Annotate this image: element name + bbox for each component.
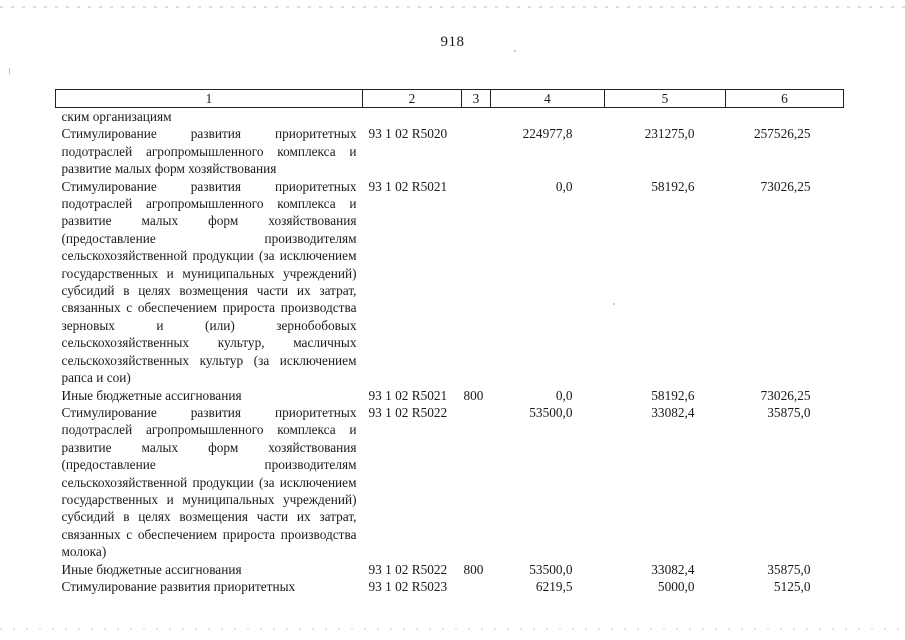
row-value-6 xyxy=(726,108,844,126)
header-col-3: 3 xyxy=(462,90,491,108)
scan-speck xyxy=(514,50,516,52)
row-value-5: 33082,4 xyxy=(651,404,695,420)
row-value-6: 257526,25 xyxy=(753,126,811,142)
row-value-5: 58192,6 xyxy=(651,178,695,194)
row-value-5: 58192,6 xyxy=(651,387,695,403)
row-kind xyxy=(462,125,491,177)
row-description: ским организациям xyxy=(61,109,172,124)
scan-speck xyxy=(613,303,615,305)
row-value-4 xyxy=(491,108,605,126)
table-body xyxy=(56,108,844,596)
budget-table xyxy=(55,89,844,595)
row-kind xyxy=(462,404,491,561)
scan-speck xyxy=(9,68,10,74)
row-value-4: 224977,8 xyxy=(522,126,573,142)
table-row xyxy=(56,404,844,561)
scan-edge-bottom xyxy=(0,628,905,630)
row-code: 93 1 02 R5021 xyxy=(368,178,448,194)
row-code: 93 1 02 R5021 xyxy=(368,387,448,403)
row-value-4: 6219,5 xyxy=(535,578,573,594)
page-number: 918 xyxy=(440,34,465,50)
table-row xyxy=(56,561,844,578)
row-kind: 800 xyxy=(463,561,484,577)
row-value-5: 33082,4 xyxy=(651,561,695,577)
row-value-6: 73026,25 xyxy=(760,178,811,194)
table-row xyxy=(56,387,844,404)
table-row xyxy=(56,178,844,387)
header-col-6: 6 xyxy=(726,90,844,108)
row-description: Стимулирование развития приоритетных подотраслей агропромышленного комплекса и развитие малых форм хозяйствования xyxy=(61,126,357,177)
row-value-4: 0,0 xyxy=(555,178,573,194)
row-kind xyxy=(462,178,491,387)
row-description: Иные бюджетные ассигнования xyxy=(61,561,242,577)
table-row xyxy=(56,108,844,126)
row-code: 93 1 02 R5022 xyxy=(368,561,448,577)
table-header xyxy=(56,90,844,108)
header-col-4: 4 xyxy=(491,90,605,108)
row-kind xyxy=(462,108,491,126)
row-description: Стимулирование развития приоритетных подотраслей агропромышленного комплекса и развитие малых форм хозяйствования (предоставление производителям сельскохозяйственной продукции (за исключением государственных и муниципальных учреждений) субсидий в целях возмещения части их затрат, связанных с обеспечением прироста производства зерновых и (или) зернобобовых сельскохозяйственных культур, масличных сельскохозяйственных культур (за исключением рапса и сои) xyxy=(61,178,357,386)
row-value-4: 53500,0 xyxy=(529,404,573,420)
row-code: 93 1 02 R5023 xyxy=(368,578,448,594)
row-value-5 xyxy=(605,108,726,126)
row-kind xyxy=(462,578,491,595)
row-value-5: 231275,0 xyxy=(644,126,695,142)
table-row xyxy=(56,578,844,595)
row-code xyxy=(363,108,462,126)
row-value-6: 5125,0 xyxy=(773,578,811,594)
header-col-5: 5 xyxy=(605,90,726,108)
row-value-4: 53500,0 xyxy=(529,561,573,577)
row-value-6: 73026,25 xyxy=(760,387,811,403)
header-col-1: 1 xyxy=(56,90,363,108)
row-description: Иные бюджетные ассигнования xyxy=(61,387,242,403)
row-code: 93 1 02 R5022 xyxy=(368,404,448,420)
row-value-5: 5000,0 xyxy=(657,578,695,594)
row-value-4: 0,0 xyxy=(555,387,573,403)
header-row xyxy=(56,90,844,108)
row-value-6: 35875,0 xyxy=(767,561,811,577)
row-kind: 800 xyxy=(463,387,484,403)
row-description: Стимулирование развития приоритетных подотраслей агропромышленного комплекса и развитие малых форм хозяйствования (предоставление производителям сельскохозяйственной продукции (за исключением государственных и муниципальных учреждений) субсидий в целях возмещения части их затрат, связанных с обеспечением прироста производства молока) xyxy=(61,404,357,560)
row-value-6: 35875,0 xyxy=(767,404,811,420)
table-row xyxy=(56,125,844,177)
row-code: 93 1 02 R5020 xyxy=(368,126,448,142)
header-col-2: 2 xyxy=(363,90,462,108)
row-description: Стимулирование развития приоритетных xyxy=(61,578,296,594)
scan-edge-top xyxy=(0,6,905,8)
